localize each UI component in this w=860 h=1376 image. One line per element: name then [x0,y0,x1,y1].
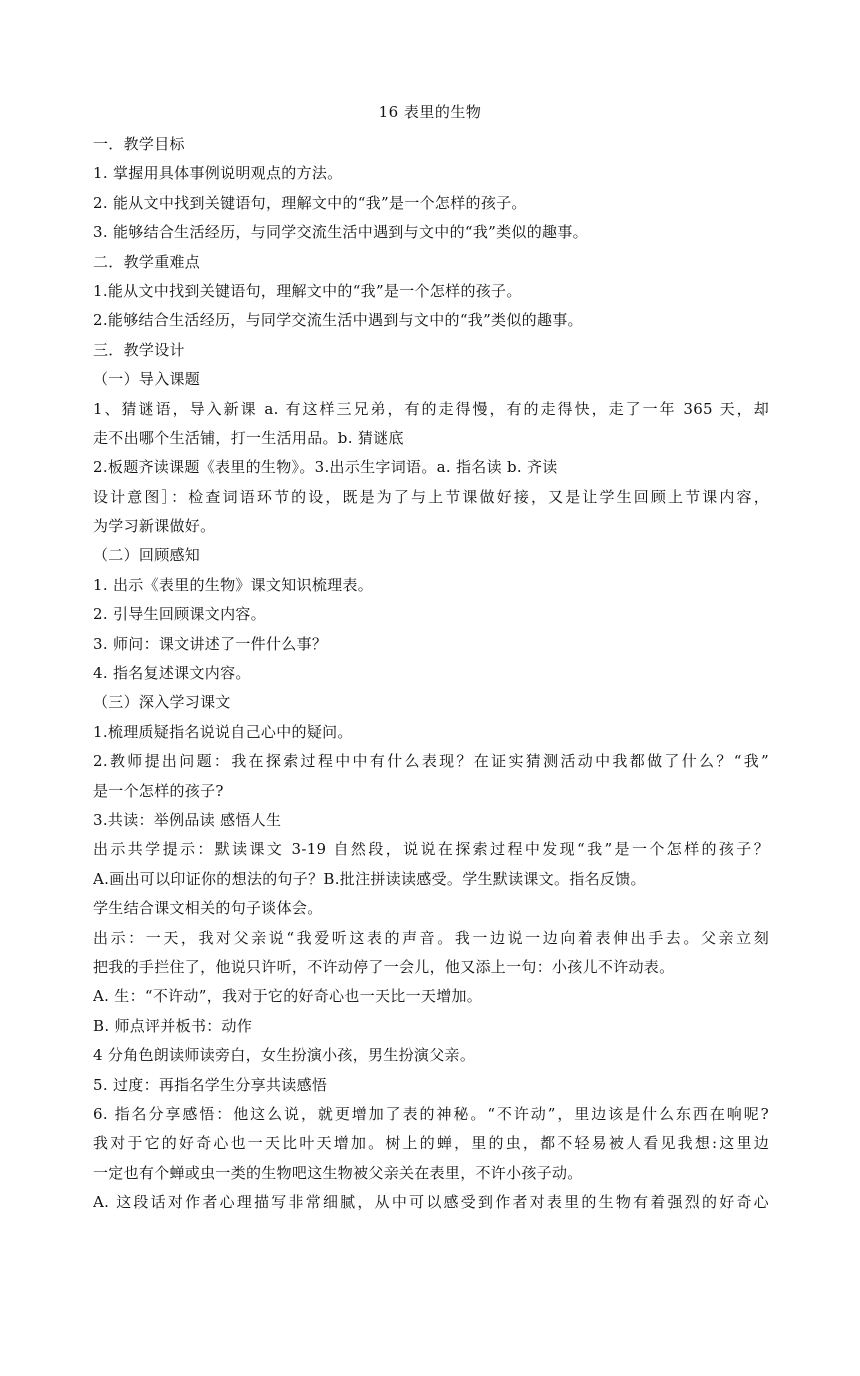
text-line: 1.梳理质疑指名说说自己心中的疑问。 [93,722,353,741]
text-line: 把我的手拦住了，他说只许听，不许动停了一会儿，他又添上一句：小孩儿不许动表。 [93,957,675,976]
text-line: 出示共学提示：默读课文 3-19 自然段，说说在探索过程中发现“我”是一个怎样的孩子？ [93,840,769,859]
document-title: 16 表里的生物 [378,103,482,121]
text-line: 4. 指名复述课文内容。 [93,664,251,683]
text-line: 二．教学重难点 [93,252,201,271]
text-line: 1.能从文中找到关键语句，理解文中的“我”是一个怎样的孩子。 [93,281,522,300]
text-line: 3. 能够结合生活经历，与同学交流生活中遇到与文中的“我”类似的趣事。 [93,223,588,242]
text-line: 2. 引导生回顾课文内容。 [93,605,266,624]
text-line: 4 分角色朗读师读旁白，女生扮演小孩，男生扮演父亲。 [93,1046,476,1065]
text-line: （二）回顾感知 [93,546,201,565]
text-line: 设计意图］：检查词语环节的设，既是为了与上节课做好接，又是让学生回顾上节课内容， [93,487,769,506]
text-line: 2.能够结合生活经历，与同学交流生活中遇到与文中的“我”类似的趣事。 [93,311,583,330]
text-line: 学生结合课文相关的句子谈体会。 [93,899,323,918]
text-line: 2.教师提出问题：我在探索过程中中有什么表现？在证实猜测活动中我都做了什么？“我” [93,752,769,771]
text-line: 一定也有个蝉或虫一类的生物吧这生物被父亲关在表里，不许小孩子动。 [93,1163,583,1182]
text-line: 3. 师问：课文讲述了一件什么事？ [93,634,328,653]
text-line: 2. 能从文中找到关键语句，理解文中的“我”是一个怎样的孩子。 [93,193,527,212]
text-line: 我对于它的好奇心也一天比叶天增加。树上的蝉，里的虫，都不轻易被人看见我想:这里边 [93,1134,769,1153]
text-line: 5. 过度：再指名学生分享共读感悟 [93,1075,328,1094]
text-line: （一）导入课题 [93,370,201,389]
text-line: 2.板题齐读课题《表里的生物》。3.出示生字词语。a. 指名读 b. 齐读 [93,458,558,477]
text-line: 出示：一天，我对父亲说“我爱听这表的声音。我一边说一边向着表伸出手去。父亲立刻 [93,928,769,947]
text-line: 为学习新课做好。 [93,517,216,536]
text-line: A.画出可以印证你的想法的句子？B.批注拼读读感受。学生默读课文。指名反馈。 [93,869,646,888]
text-line: 1、猜谜语，导入新课 a. 有这样三兄弟，有的走得慢，有的走得快，走了一年 365 天，却 [93,399,769,418]
text-line: 3.共读：举例品读 感悟人生 [93,810,282,829]
text-line: 三．教学设计 [93,340,185,359]
text-line: 是一个怎样的孩子? [93,781,224,800]
text-line: A. 这段话对作者心理描写非常细腻，从中可以感受到作者对表里的生物有着强烈的好奇心 [93,1193,769,1212]
text-line: A. 生：“不许动”，我对于它的好奇心也一天比一天增加。 [93,987,483,1006]
text-line: 1. 掌握用具体事例说明观点的方法。 [93,164,343,183]
text-line: 走不出哪个生活铺，打一生活用品。b. 猜谜底 [93,428,404,447]
text-line: （三）深入学习课文 [93,693,231,712]
text-line: 1. 出示《表里的生物》课文知识梳理表。 [93,575,374,594]
text-line: 6. 指名分享感悟：他这么说，就更增加了表的神秘。“不许动”，里边该是什么东西在响呢? [93,1104,769,1123]
text-line: 一．教学目标 [93,135,185,153]
document-body [93,130,769,1217]
text-line: B. 师点评并板书：动作 [93,1016,253,1035]
